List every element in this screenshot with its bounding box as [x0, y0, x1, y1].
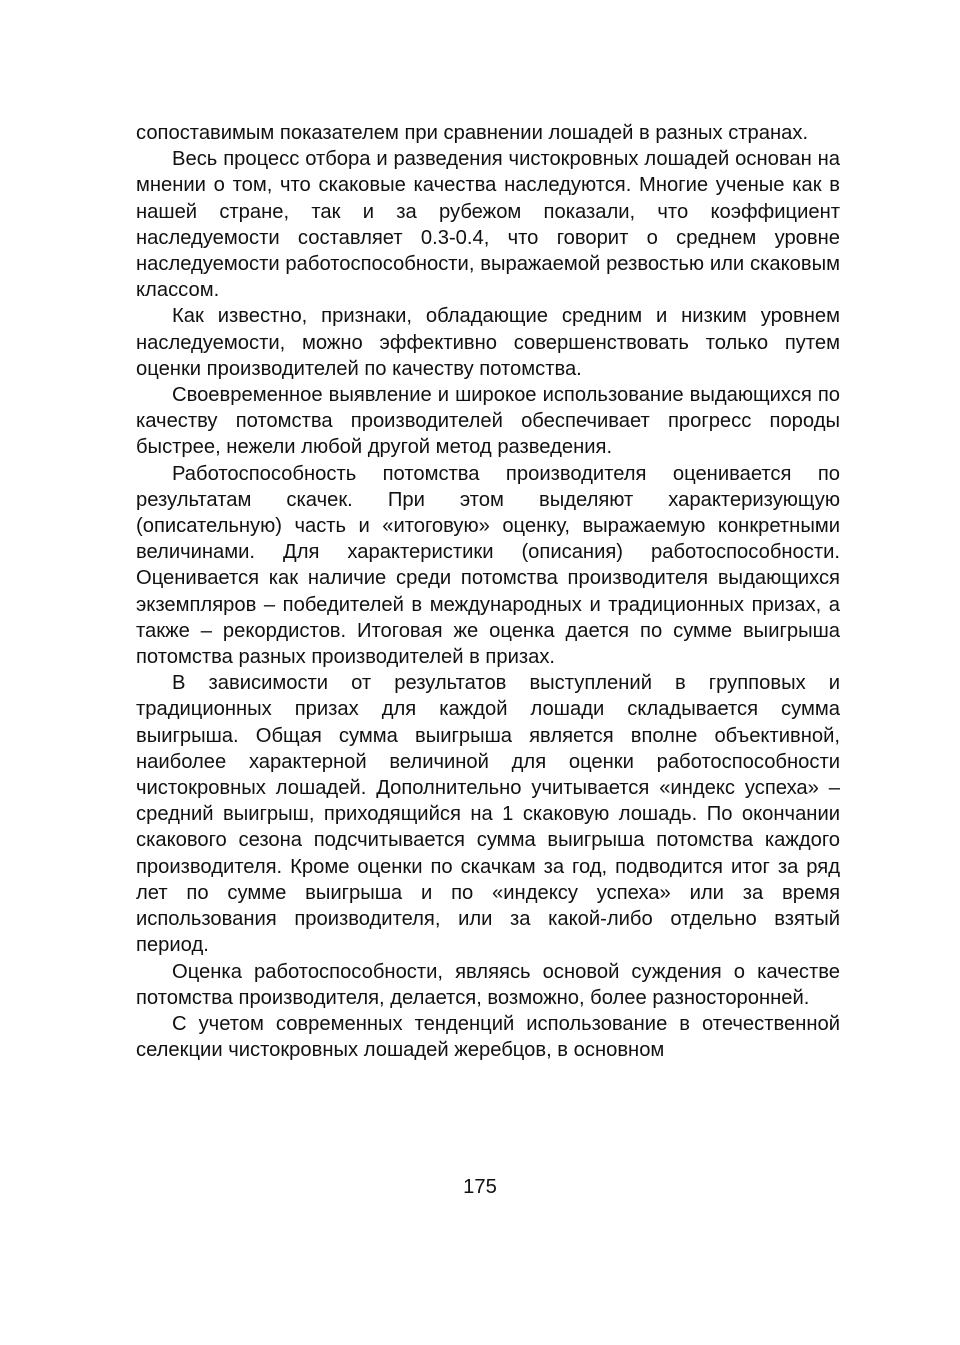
- paragraph-winnings: В зависимости от результатов выступлений в групповых и традиционных призах для каждой лошади складывается сумма выигрыша. Общая сумма выигрыша является вполне объективной, наиболее характерной величиной для оценки работоспособности чистокровных лошадей. Дополнительно учитывается «индекс успеха» – средний выигрыш, приходящийся на 1 скаковую лошадь. По окончании скакового сезона подсчитывается сумма выигрыша потомства каждого производителя. Кроме оценки по скачкам за год, подводится итог за ряд лет по сумме выигрыша и по «индексу успеха» или за время использования производителя, или за какой-либо отдельно взятый период.: [136, 672, 840, 957]
- paragraph-continuation: сопоставимым показателем при сравнении лошадей в разных странах.: [136, 122, 809, 144]
- paragraph-sire-identification: Своевременное выявление и широкое использование выдающихся по качеству потомства производителей обеспечивает прогресс породы быстрее, нежели любой другой метод разведения.: [136, 384, 840, 459]
- paragraph-modern-trends: С учетом современных тенденций использование в отечественной селекции чистокровных лошадей жеребцов, в основном: [136, 1012, 840, 1062]
- paragraph-versatile-evaluation: Оценка работоспособности, являясь основой суждения о качестве потомства производителя, делается, возможно, более разносторонней.: [136, 960, 840, 1009]
- body-text: [136, 120, 840, 1063]
- page-number: 175: [463, 1176, 497, 1198]
- paragraph-selection-heritability: Весь процесс отбора и разведения чистокровных лошадей основан на мнении о том, что скаковые качества наследуются. Многие ученые как в нашей стране, так и за рубежом показали, что коэффициент наследуемости составляет 0.3-0.4, что говорит о среднем уровне наследуемости работоспособности, выражаемой резвостью или скаковым классом.: [136, 148, 840, 302]
- paragraph-performance-assessment: Работоспособность потомства производителя оценивается по результатам скачек. При этом выделяют характеризующую (описательную) часть и «итоговую» оценку, выражаемую конкретными величинами. Для характеристики (описания) работоспособности. Оценивается как наличие среди потомства производителя выдающихся экземпляров – победителей в международных и традиционных призах, а также – рекордистов. Итоговая же оценка дается по сумме выигрыша потомства разных производителей в призах.: [136, 462, 840, 669]
- paragraph-offspring-evaluation: Как известно, признаки, обладающие средним и низким уровнем наследуемости, можно эффективно совершенствовать только путем оценки производителей по качеству потомства.: [136, 305, 840, 380]
